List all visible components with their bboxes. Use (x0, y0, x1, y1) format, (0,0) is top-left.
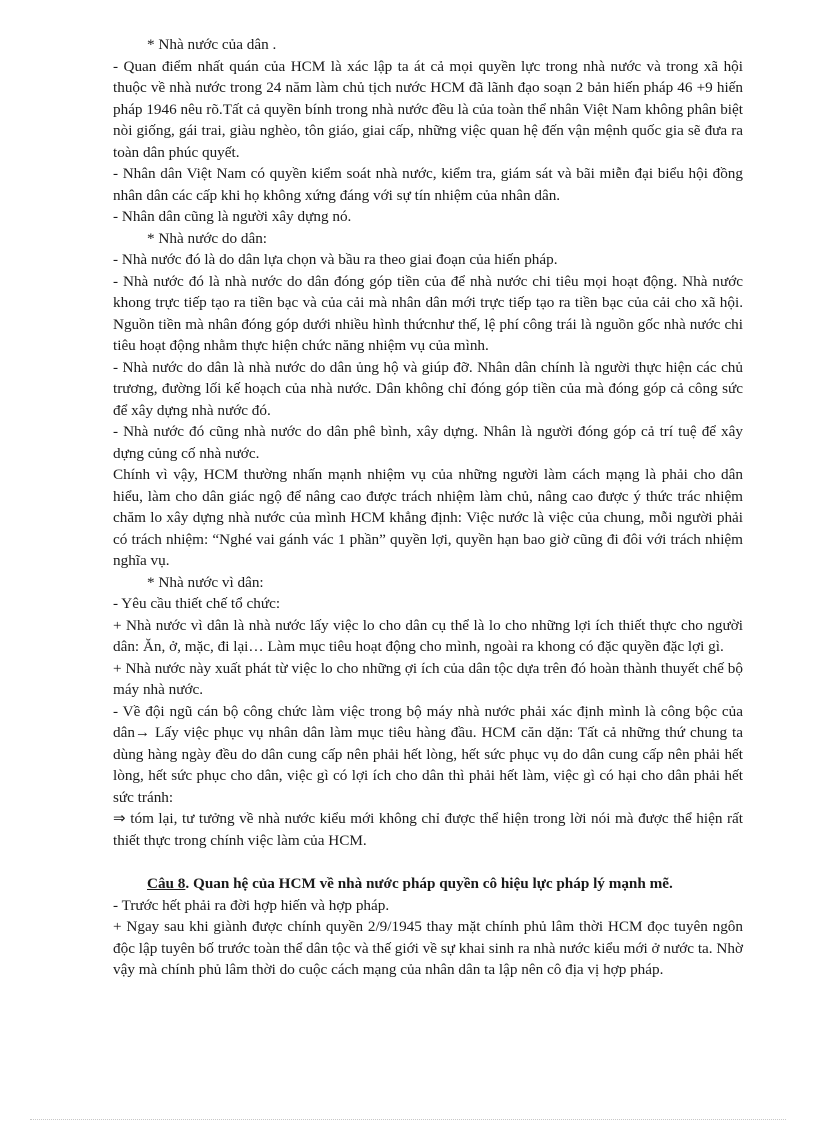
paragraph: + Nhà nước vì dân là nhà nước lấy việc lo cho dân cụ thể là lo cho những lợi ích thiết thực cho người dân: Ăn, ở, mặc, đi lại… Làm mục tiêu hoạt động cho mình, ngoài ra khong có đặc quyền đặc lợi gì. (113, 616, 743, 655)
paragraph: - Quan điểm nhất quán của HCM là xác lập ta át cả mọi quyền lực trong nhà nước và trong xã hội thuộc về nhà nước trong 24 năm làm chủ tịch nước HCM đã lãnh đạo soạn 2 bản hiến pháp 46 +9 hiến pháp 1946 nêu rõ.Tất cả quyền bính trong nhà nước đều là của toàn thể nhân Việt Nam không phân biệt nòi giống, gái trai, giàu nghèo, tôn giáo, giai cấp, những việc quan hệ đến vận mệnh quốc gia sẽ đưa ra toàn dân phúc quyết. (113, 57, 743, 161)
paragraph: - Về đội ngũ cán bộ công chức làm việc trong bộ máy nhà nước phải xác định mình là công bộc của dân→ Lấy việc phục vụ nhân dân làm mục tiêu hàng đầu. HCM căn dặn: Tất cả những thứ chung ta dùng hàng ngày đều do dân cung cấp nên phải hết lòng, hết sức phục vụ do dân cung cấp nên phải hết lòng, hết sức phục cho dân, việc gì có lợi ích cho dân thì phải hết làm, việc gì có hại cho dân phải hết sức tránh: (113, 702, 743, 806)
paragraph: + Nhà nước này xuất phát từ việc lo cho những ợi ích của dân tộc dựa trên đó hoàn thành thuyết chế bộ máy nhà nước. (113, 659, 743, 698)
paragraph: - Nhân dân Việt Nam có quyền kiểm soát nhà nước, kiểm tra, giám sát và bãi miễn đại biểu hội đồng nhân dân các cấp khi họ không xứng đáng với sự tín nhiệm của nhân dân. (113, 165, 743, 204)
paragraph: * Nhà nước của dân . (147, 36, 277, 53)
paragraph: - Nhân dân cũng là người xây dựng nó. (113, 208, 352, 225)
paragraph: Chính vì vậy, HCM thường nhấn mạnh nhiệm vụ của những người làm cách mạng là phải cho dân hiểu, làm cho dân giác ngộ để nâng cao được trách nhiệm làm chủ, nâng cao được ý thức trác nhiệm chăm lo xây dựng nhà nước của mình HCM khẳng định: Việc nước là việc của chung, mỗi người phải có trách nhiệm: “Nghé vai gánh vác 1 phần” quyền lợi, quyền hạn bao giờ cũng đi đôi với trách nhiệm nghĩa vụ. (113, 466, 743, 569)
heading-label: Câu 8 (147, 875, 186, 892)
footer-divider (30, 1119, 786, 1120)
document-body (113, 34, 743, 981)
paragraph: - Nhà nước đó là do dân lựa chọn và bầu ra theo giai đoạn của hiến pháp. (113, 251, 558, 268)
paragraph-list (113, 34, 743, 851)
paragraph: ⇒ tóm lại, tư tưởng về nhà nước kiểu mới không chỉ được thể hiện trong lời nói mà được thể hiện rất thiết thực trong chính việc làm của HCM. (113, 810, 743, 849)
paragraph: - Nhà nước do dân là nhà nước do dân ủng hộ và giúp đỡ. Nhân dân chính là người thực hiện các chủ trương, đường lối kế hoạch của nhà nước. Dân không chỉ đóng góp tiền của mà đóng góp cả công sức để xây dựng nhà nước đó. (113, 358, 743, 419)
section-heading (113, 873, 743, 895)
paragraph: + Ngay sau khi giành được chính quyền 2/9/1945 thay mặt chính phủ lâm thời HCM đọc tuyên ngôn độc lập tuyên bố trước toàn thể dân tộc và thế giới về sự khai sinh ra nhà nước kiểu mới ở nước ta. Nhờ vậy mà chính phủ lâm thời do cuộc cách mạng của nhân dân ta lập nên cô địa vị hợp pháp. (113, 918, 743, 978)
paragraph: * Nhà nước do dân: (147, 229, 268, 247)
paragraph: - Yêu cầu thiết chế tổ chức: (113, 595, 281, 612)
heading-text: . Quan hệ của HCM về nhà nước pháp quyền cô hiệu lực pháp lý mạnh mẽ. (185, 875, 673, 892)
paragraph: - Trước hết phải ra đời hợp hiến và hợp pháp. (113, 896, 390, 914)
paragraph: * Nhà nước vì dân: (147, 573, 264, 591)
paragraph: - Nhà nước đó là nhà nước do dân đóng góp tiền của để nhà nước chi tiêu mọi hoạt động. Nhà nước khong trực tiếp tạo ra tiền bạc và của cải mà nhân dân mới trực tiếp tạo ra tiền bạc của cải cho xã hội. Nguồn tiền mà nhân đóng góp dưới nhiều hình thứcnhư thế, lệ phí công trái là nguồn gốc nhà nước chi tiêu hoạt động nhằm thực hiện chức năng nhiệm vụ của mình. (113, 272, 743, 354)
paragraph: - Nhà nước đó cũng nhà nước do dân phê bình, xây dựng. Nhân là người đóng góp cả trí tuệ để xây dựng củng cố nhà nước. (113, 423, 743, 462)
